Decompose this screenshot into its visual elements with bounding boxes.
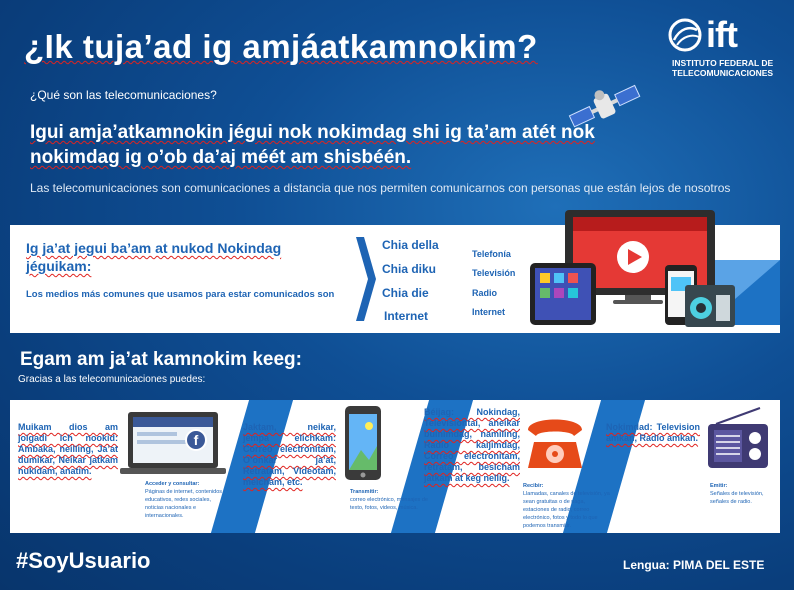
description-text: Las telecomunicaciones son comunicaciones a distancia que nos permiten comunicarnos con personas que están lejos de nosotros bbox=[30, 181, 731, 195]
svg-text:f: f bbox=[193, 432, 199, 448]
lead-text: Igui amja’atkamnokin jégui nok nokimdag shi ig ta’am atét nok nokimdag ig o’ob da’aj méét am shisbéén. bbox=[30, 122, 595, 168]
radio-icon bbox=[706, 406, 770, 470]
logo-line-1: INSTITUTO FEDERAL DE bbox=[672, 58, 774, 68]
benefit-card-2-text: Jaktam, neikar, jempa elichkam: Correo electronitam, O’onkar ja’at, Retratam, Videotam, meicham, etc. bbox=[243, 422, 336, 487]
laptop-icon bbox=[120, 410, 226, 476]
chevron-right-icon bbox=[356, 237, 376, 321]
benefit-card-2-title: Transmitir: bbox=[350, 489, 379, 495]
media-spanish-3: Radio bbox=[472, 288, 498, 298]
page-title: ¿Ik tuja’ad ig amjáatkamnokim? bbox=[24, 28, 538, 65]
benefit-card-1-spanish: Páginas de internet, contenidos educativos, redes sociales, noticias nacionales e internacionales. bbox=[145, 489, 223, 519]
page-subtitle: ¿Qué son las telecomunicaciones? bbox=[30, 88, 217, 102]
media-item-3: Chia die bbox=[382, 286, 429, 300]
benefit-card-4-spanish: Señales de televisión, señales de radio. bbox=[710, 491, 764, 505]
media-spanish-4: Internet bbox=[472, 307, 506, 317]
devices-illustration bbox=[525, 205, 780, 335]
media-subheading: Los medios más comunes que usamos para estar comunicados son bbox=[26, 289, 335, 300]
telephone-icon bbox=[522, 408, 588, 472]
benefits-panel bbox=[10, 400, 780, 533]
media-spanish-1: Telefonía bbox=[472, 249, 511, 259]
hashtag: #SoyUsuario bbox=[16, 548, 151, 573]
benefits-subheading: Gracias a las telecomunicaciones puedes: bbox=[18, 374, 206, 385]
logo-line-2: TELECOMUNICACIONES bbox=[672, 68, 774, 78]
benefit-card-3-title: Recibir: bbox=[523, 483, 544, 489]
media-heading: Ig ja’at jegui ba’am at nukod Nokindag jéguikam: bbox=[26, 240, 282, 274]
media-item-1: Chia della bbox=[382, 238, 439, 252]
benefit-card-2-spanish: correo electrónico, mensajes de texto, fotos, videos, música. bbox=[350, 497, 428, 511]
benefit-card-1-title: Acceder y consultar: bbox=[145, 481, 200, 487]
benefit-card-1-text: Muikam dios am joigadi ich nookid: Ambaka, neilling, Ja’at dumikar, Neikar jatkam nukidam, anatim. bbox=[18, 422, 118, 476]
media-spanish-2: Televisión bbox=[472, 268, 516, 278]
satellite-icon bbox=[565, 82, 645, 132]
ift-circle-icon bbox=[668, 18, 702, 52]
logo-mark-text: ift bbox=[706, 14, 737, 55]
smartphone-icon bbox=[343, 406, 383, 482]
benefit-card-3-spanish: Llamadas, canales de televisión, ya sean gratuitas o de paga, estaciones de radio, correo electrónico, fotos y todo lo que podemos transmitir. bbox=[523, 491, 610, 529]
media-item-4: Internet bbox=[384, 309, 429, 323]
benefit-card-4-text: Nokimdad: Television amkan, Radio amkan. bbox=[606, 422, 700, 443]
benefit-card-4-title: Emitir: bbox=[710, 483, 728, 489]
language-label: Lengua: PIMA DEL ESTE bbox=[623, 558, 765, 572]
ift-logo bbox=[668, 14, 786, 78]
benefits-heading: Egam am ja’at kamnokim keeg: bbox=[20, 349, 302, 370]
media-item-2: Chia diku bbox=[382, 262, 437, 276]
benefit-card-3-text: Béijag: Nokindag, Televisiontai, aneikar buinimdag, namiling, Radio kaijimdag, Correo electronitam, retratam, besicham jatkam at keg nellig. bbox=[424, 407, 520, 483]
